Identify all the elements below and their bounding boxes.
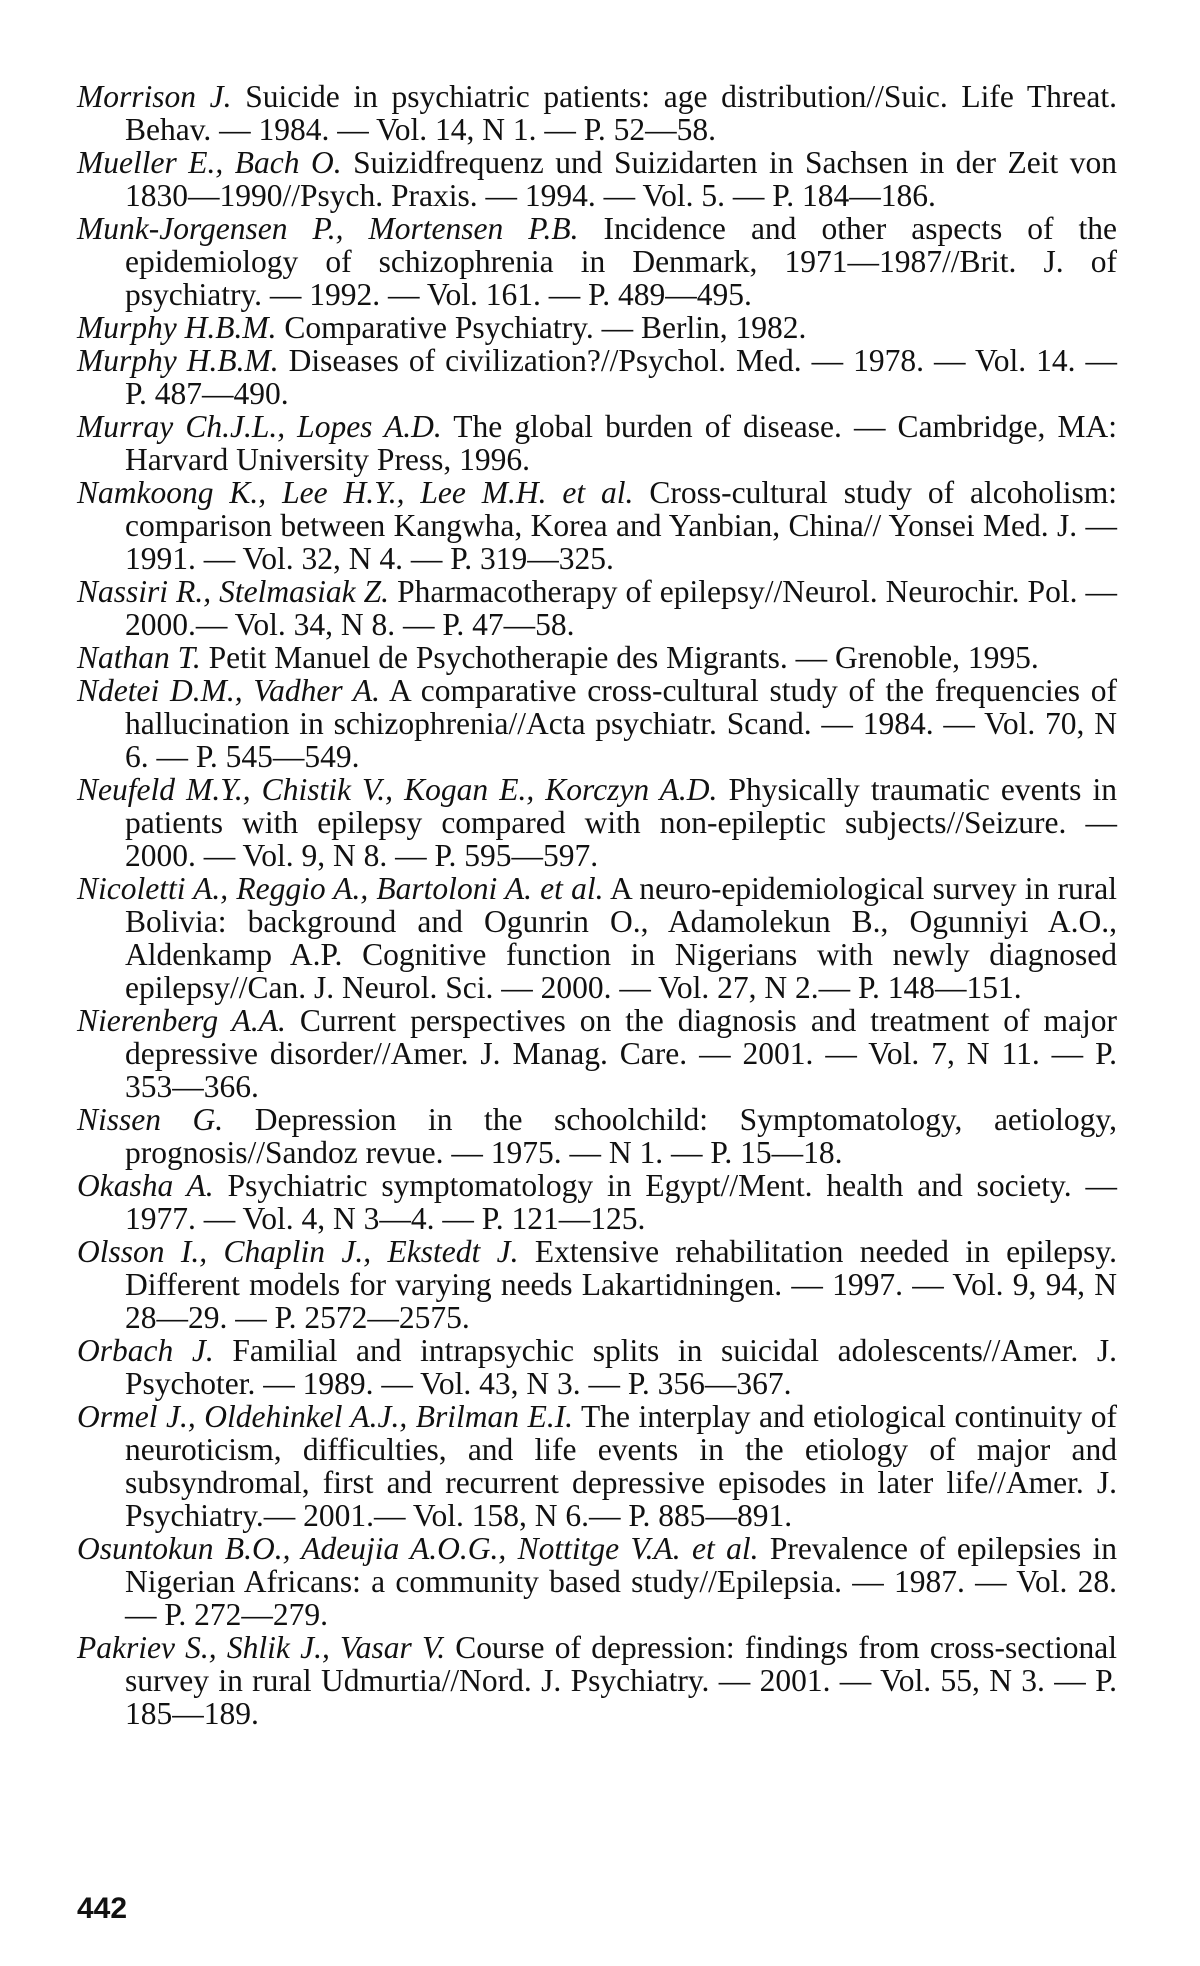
reference-authors: Okasha A. [77, 1168, 214, 1203]
reference-entry [77, 773, 1117, 872]
reference-text: Suicide in psychiatric patients: age distribution//Suic. Life Threat. Behav. — 1984. — Vol. 14, N 1. — P. 52—58. [125, 79, 1117, 147]
reference-authors: Osuntokun B.O., Adeujia A.O.G., Nottitge V.A. et al. [77, 1531, 759, 1566]
reference-entry [77, 1004, 1117, 1103]
reference-text: Incidence and other aspects of the epidemiology of schizophrenia in Denmark, 1971—1987//Brit. J. of psychiatry. — 1992. — Vol. 161. — P. 489—495. [125, 211, 1118, 312]
reference-entry [77, 1235, 1117, 1334]
reference-text: Current perspectives on the diagnosis and treatment of major depressive disorder//Amer. J. Manag. Care. — 2001. — Vol. 7, N 11. — P. 353—366. [125, 1003, 1117, 1104]
reference-text: A neuro-epidemiological survey in rural Bolivia: background and Ogunrin O., Adamolekun B., Ogunniyi A.O., Aldenkamp A.P. Cognitive function in Nigerians with newly diagnosed epilepsy//Can. J. Neurol. Sci. — 2000. — Vol. 27, N 2.— P. 148—151. [125, 871, 1117, 1005]
reference-entry [77, 1532, 1117, 1631]
reference-authors: Mueller E., Bach O. [77, 145, 342, 180]
reference-entry [77, 641, 1117, 674]
reference-text: Physically traumatic events in patients with epilepsy compared with non-epileptic subjects//Seizure. — 2000. — Vol. 9, N 8. — P. 595—597. [125, 772, 1117, 873]
reference-authors: Murphy H.B.M. [77, 310, 277, 345]
reference-entry [77, 146, 1117, 212]
reference-authors: Munk-Jorgensen P., Mortensen P.B. [77, 211, 579, 246]
reference-authors: Nassiri R., Stelmasiak Z. [77, 574, 390, 609]
reference-entry [77, 212, 1117, 311]
reference-text: Extensive rehabilitation needed in epilepsy. Different models for varying needs Lakartidningen. — 1997. — Vol. 9, 94, N 28—29. — P. 2572—2575. [125, 1234, 1117, 1335]
reference-authors: Morrison J. [77, 79, 232, 114]
reference-text: The global burden of disease. — Cambridge, MA: Harvard University Press, 1996. [125, 409, 1118, 477]
reference-text: Psychiatric symptomatology in Egypt//Ment. health and society. — 1977. — Vol. 4, N 3—4. — P. 121—125. [125, 1168, 1117, 1236]
reference-entry [77, 476, 1117, 575]
reference-authors: Neufeld M.Y., Chistik V., Kogan E., Korczyn A.D. [77, 772, 718, 807]
reference-text: Petit Manuel de Psychotherapie des Migrants. — Grenoble, 1995. [208, 640, 1039, 675]
reference-entry [77, 674, 1117, 773]
reference-authors: Pakriev S., Shlik J., Vasar V. [77, 1630, 446, 1665]
reference-entry [77, 344, 1117, 410]
reference-text: Diseases of civilization?//Psychol. Med. — 1978. — Vol. 14. — P. 487—490. [125, 343, 1117, 411]
reference-entry [77, 1631, 1117, 1730]
reference-authors: Nathan T. [77, 640, 201, 675]
reference-list [77, 80, 1117, 1730]
reference-text: Course of depression: findings from cross-sectional survey in rural Udmurtia//Nord. J. Psychiatry. — 2001. — Vol. 55, N 3. — P. 185—189. [125, 1630, 1118, 1731]
reference-authors: Nissen G. [77, 1102, 224, 1137]
reference-authors: Murray Ch.J.L., Lopes A.D. [77, 409, 442, 444]
reference-entry [77, 311, 1117, 344]
reference-text: A comparative cross-cultural study of the frequencies of hallucination in schizophrenia//Acta psychiatr. Scand. — 1984. — Vol. 70, N 6. — P. 545—549. [125, 673, 1117, 774]
reference-text: Pharmacotherapy of epilepsy//Neurol. Neurochir. Pol. — 2000.— Vol. 34, N 8. — P. 47—58. [125, 574, 1117, 642]
reference-text: Comparative Psychiatry. — Berlin, 1982. [284, 310, 807, 345]
reference-authors: Ndetei D.M., Vadher A. [77, 673, 380, 708]
reference-entry [77, 1169, 1117, 1235]
reference-entry [77, 80, 1117, 146]
reference-text: Cross-cultural study of alcoholism: comparison between Kangwha, Korea and Yanbian, China// Yonsei Med. J. — 1991. — Vol. 32, N 4. — P. 319—325. [125, 475, 1118, 576]
reference-text: The interplay and etiological continuity of neuroticism, difficulties, and life events in the etiology of major and subsyndromal, first and recurrent depressive episodes in later life//Amer. J. Psychiatry.— 2001.— Vol. 158, N 6.— P. 885—891. [125, 1399, 1118, 1533]
reference-entry [77, 1103, 1117, 1169]
reference-text: Familial and intrapsychic splits in suicidal adolescents//Amer. J. Psychoter. — 1989. — Vol. 43, N 3. — P. 356—367. [125, 1333, 1118, 1401]
reference-authors: Olsson I., Chaplin J., Ekstedt J. [77, 1234, 519, 1269]
reference-text: Prevalence of epilepsies in Nigerian Africans: a community based study//Epilepsia. — 1987. — Vol. 28. — P. 272—279. [125, 1531, 1118, 1632]
reference-entry [77, 1334, 1117, 1400]
page-number: 442 [77, 1892, 128, 1925]
reference-text: Suizidfrequenz und Suizidarten in Sachsen in der Zeit von 1830—1990//Psych. Praxis. — 1994. — Vol. 5. — P. 184—186. [125, 145, 1117, 213]
reference-entry [77, 1400, 1117, 1532]
reference-authors: Namkoong K., Lee H.Y., Lee M.H. et al. [77, 475, 634, 510]
reference-entry [77, 575, 1117, 641]
reference-authors: Nierenberg A.A. [77, 1003, 286, 1038]
reference-authors: Ormel J., Oldehinkel A.J., Brilman E.I. [77, 1399, 574, 1434]
reference-authors: Nicoletti A., Reggio A., Bartoloni A. et al. [77, 871, 604, 906]
reference-text: Depression in the schoolchild: Symptomatology, aetiology, prognosis//Sandoz revue. — 1975. — N 1. — P. 15—18. [125, 1102, 1118, 1170]
reference-authors: Orbach J. [77, 1333, 214, 1368]
reference-authors: Murphy H.B.M. [77, 343, 279, 378]
reference-entry [77, 410, 1117, 476]
reference-entry [77, 872, 1117, 1004]
